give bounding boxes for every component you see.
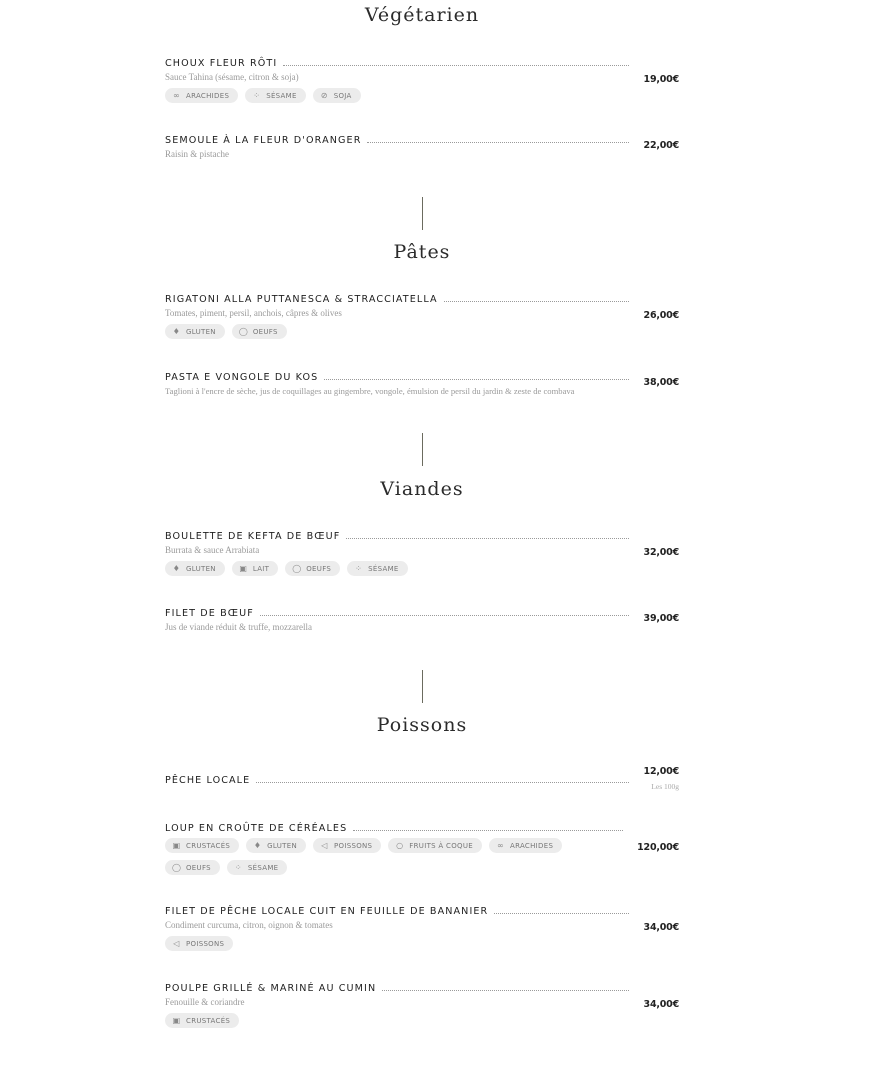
section-divider (422, 670, 423, 703)
section-title: Pâtes (393, 241, 451, 263)
allergen-badge: ▣ LAIT (232, 561, 278, 576)
egg-icon: ◯ (172, 863, 182, 872)
egg-icon: ◯ (292, 564, 302, 573)
menu-item[interactable] (165, 132, 679, 159)
price-unit: Les 100g (651, 782, 679, 791)
item-description: Jus de viande réduit & truffe, mozzarella (165, 622, 313, 632)
item-name: RIGATONI ALLA PUTTANESCA & STRACCIATELLA (165, 294, 438, 305)
allergen-badge: ⁘ SÉSAME (347, 561, 408, 576)
item-name: SEMOULE À LA FLEUR D'ORANGER (165, 135, 362, 146)
item-name: BOULETTE DE KEFTA DE BŒUF (165, 531, 341, 542)
allergen-badge: ◯ OEUFS (285, 561, 340, 576)
fish-icon: ◁ (321, 841, 328, 850)
peanut-icon: ∞ (173, 91, 180, 100)
allergen-badge: ▣ CRUSTACÉS (165, 838, 239, 853)
allergen-list (165, 561, 585, 576)
crab-icon: ▣ (172, 841, 181, 850)
item-description: Tomates, piment, persil, anchois, câpres & olives (165, 308, 342, 318)
wheat-icon: ♦ (253, 841, 262, 850)
allergen-badge: ♦ GLUTEN (165, 324, 225, 339)
allergen-badge: ◯ OEUFS (165, 860, 220, 875)
item-price: 120,00€ (637, 842, 679, 853)
nut-icon: ○ (396, 841, 404, 850)
allergen-badge: ○ FRUITS À COQUE (388, 838, 482, 853)
item-price: 22,00€ (643, 140, 679, 151)
dot-leader (353, 829, 623, 831)
item-name: FILET DE PÊCHE LOCALE CUIT EN FEUILLE DE BANANIER (165, 906, 489, 917)
item-name: POULPE GRILLÉ & MARINÉ AU CUMIN (165, 983, 377, 994)
item-price: 34,00€ (643, 998, 679, 1010)
allergen-badge: ♦ GLUTEN (165, 561, 225, 576)
section-divider (422, 197, 423, 230)
sesame-icon: ⁘ (253, 91, 261, 100)
item-description: Condiment curcuma, citron, oignon & tomates (165, 920, 333, 930)
section-title: Poissons (376, 714, 468, 736)
item-price: 34,00€ (643, 921, 679, 933)
dot-leader (346, 537, 629, 539)
sesame-icon: ⁘ (355, 564, 363, 573)
sesame-icon: ⁘ (234, 863, 242, 872)
allergen-list (165, 936, 585, 951)
item-name: LOUP EN CROÛTE DE CÉRÉALES (165, 823, 348, 834)
item-price: 19,00€ (643, 73, 679, 85)
dot-leader (367, 141, 629, 143)
menu-item[interactable] (165, 766, 679, 791)
wheat-icon: ♦ (172, 564, 181, 573)
crab-icon: ▣ (172, 1016, 181, 1025)
item-name: PÊCHE LOCALE (165, 774, 251, 786)
allergen-list (165, 1013, 585, 1028)
soy-icon: ⊘ (320, 91, 328, 100)
dot-leader (324, 378, 629, 380)
menu-item[interactable] (165, 980, 679, 1028)
section-title: Viandes (380, 478, 464, 500)
item-description: Sauce Tahina (sésame, citron & soja) (165, 72, 299, 82)
dot-leader (494, 912, 629, 914)
section-title: Végétarien (364, 4, 480, 26)
item-price: 32,00€ (643, 546, 679, 558)
item-description: Raisin & pistache (165, 149, 229, 159)
allergen-badge: ◯ OEUFS (232, 324, 287, 339)
allergen-badge: ♦ GLUTEN (246, 838, 306, 853)
dot-leader (256, 781, 629, 783)
allergen-list (165, 324, 585, 339)
milk-icon: ▣ (239, 564, 248, 573)
egg-icon: ◯ (238, 327, 249, 336)
section-viandes (165, 474, 679, 504)
item-price: 39,00€ (643, 613, 679, 624)
wheat-icon: ♦ (172, 327, 181, 336)
allergen-badge: ∞ ARACHIDES (165, 88, 238, 103)
section-divider (422, 433, 423, 466)
allergen-list (165, 88, 585, 103)
allergen-badge: ◁ POISSONS (313, 838, 381, 853)
dot-leader (283, 64, 629, 66)
dot-leader (382, 989, 629, 991)
section-vegetarien (165, 0, 679, 30)
allergen-badge: ⊘ SOJA (313, 88, 361, 103)
allergen-badge: ⁘ SÉSAME (227, 860, 288, 875)
peanut-icon: ∞ (497, 841, 504, 850)
item-description: Burrata & sauce Arrabiata (165, 545, 260, 555)
allergen-list (165, 838, 585, 875)
allergen-badge: ∞ ARACHIDES (489, 838, 562, 853)
section-poissons (165, 710, 679, 740)
dot-leader (260, 614, 629, 616)
allergen-badge: ◁ POISSONS (165, 936, 233, 951)
item-name: FILET DE BŒUF (165, 608, 254, 619)
section-pates (165, 237, 679, 267)
fish-icon: ◁ (173, 939, 180, 948)
item-description: Taglioni à l'encre de sèche, jus de coquillages au gingembre, vongole, émulsion de persil du jardin & zeste de combava (165, 386, 575, 396)
menu-item[interactable] (165, 55, 679, 103)
menu-item[interactable] (165, 291, 679, 339)
allergen-badge: ⁘ SÉSAME (245, 88, 306, 103)
menu-item[interactable] (165, 605, 679, 632)
menu-item[interactable] (165, 528, 679, 576)
item-price: 12,00€ (643, 766, 679, 777)
dot-leader (444, 300, 629, 302)
item-name: PASTA E VONGOLE DU KOS (165, 372, 319, 383)
item-price: 26,00€ (643, 309, 679, 321)
menu-item[interactable] (165, 820, 679, 875)
menu-item[interactable] (165, 369, 679, 396)
item-name: CHOUX FLEUR RÔTI (165, 58, 278, 69)
menu-item[interactable] (165, 903, 679, 951)
item-price: 38,00€ (643, 377, 679, 388)
allergen-badge: ▣ CRUSTACÉS (165, 1013, 239, 1028)
item-description: Fenouille & coriandre (165, 997, 245, 1007)
